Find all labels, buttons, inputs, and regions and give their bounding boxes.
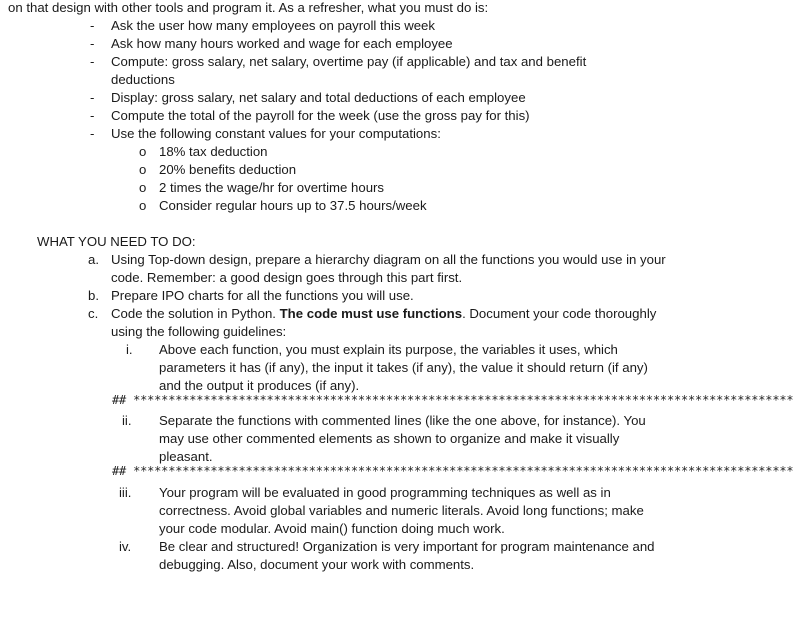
guideline-text: Above each function, you must explain its purpose, the variables it uses, which parameters it has (if any), the input it takes (if any), the value it should return (if any) and the output it produces (if any). [159,342,648,393]
bullet-marker: - [90,54,95,69]
bullet-text: Use the following constant values for your computations: [111,126,441,141]
bullet-text: Ask the user how many employees on payroll this week [111,18,435,33]
guideline-text: Your program will be evaluated in good programming techniques as well as in correctness. Avoid global variables and numeric literals. Avoid long functions; make your code modular. Avoid main() function doing much work. [159,485,644,536]
comment-separator: ## ********************************************************************************************** [112,464,793,478]
sub-bullet-marker: o [139,180,147,195]
sub-bullet-text: 2 times the wage/hr for overtime hours [159,180,385,195]
sub-bullet-marker: o [139,198,147,213]
guideline-marker: i. [126,342,133,357]
bullet-marker: - [90,126,95,141]
intro-line: on that design with other tools and program it. As a refresher, what you must do is: [8,0,489,15]
bullet-text: Ask how many hours worked and wage for each employee [111,36,453,51]
task-marker: b. [88,288,99,303]
bullet-text: Compute the total of the payroll for the week (use the gross pay for this) [111,108,530,123]
task-text: Using Top-down design, prepare a hierarchy diagram on all the functions you would use in your code. Remember: a good design goes through this part first. [111,252,666,285]
bullet-marker: - [90,18,95,33]
bullet-text: Compute: gross salary, net salary, overtime pay (if applicable) and tax and benefit deductions [111,54,587,87]
sub-bullet-text: Consider regular hours up to 37.5 hours/week [159,198,427,213]
guideline-marker: iv. [119,539,132,554]
sub-bullet-marker: o [139,162,147,177]
bullet-marker: - [90,36,95,51]
task-text-part: . Document your code thoroughly using the following guidelines: [111,306,657,339]
section-heading: WHAT YOU NEED TO DO: [37,234,196,249]
bullet-text: Display: gross salary, net salary and total deductions of each employee [111,90,526,105]
sub-bullet-text: 18% tax deduction [159,144,268,159]
task-text [111,305,671,341]
guideline-text: Be clear and structured! Organization is very important for program maintenance and debugging. Also, document your work with comments. [159,539,655,572]
guideline-marker: ii. [122,413,132,428]
task-text: Prepare IPO charts for all the functions you will use. [111,288,414,303]
task-marker: c. [88,306,99,321]
bullet-marker: - [90,90,95,105]
guideline-marker: iii. [119,485,132,500]
task-text-part: Code the solution in Python. [111,306,280,321]
sub-bullet-marker: o [139,144,147,159]
bullet-marker: - [90,108,95,123]
task-marker: a. [88,252,99,267]
guideline-text: Separate the functions with commented lines (like the one above, for instance). You may use other commented elements as shown to organize and make it visually pleasant. [159,413,646,464]
task-text-bold: The code must use functions [279,306,463,321]
sub-bullet-text: 20% benefits deduction [159,162,297,177]
comment-separator: ## ********************************************************************************************** [112,393,793,407]
